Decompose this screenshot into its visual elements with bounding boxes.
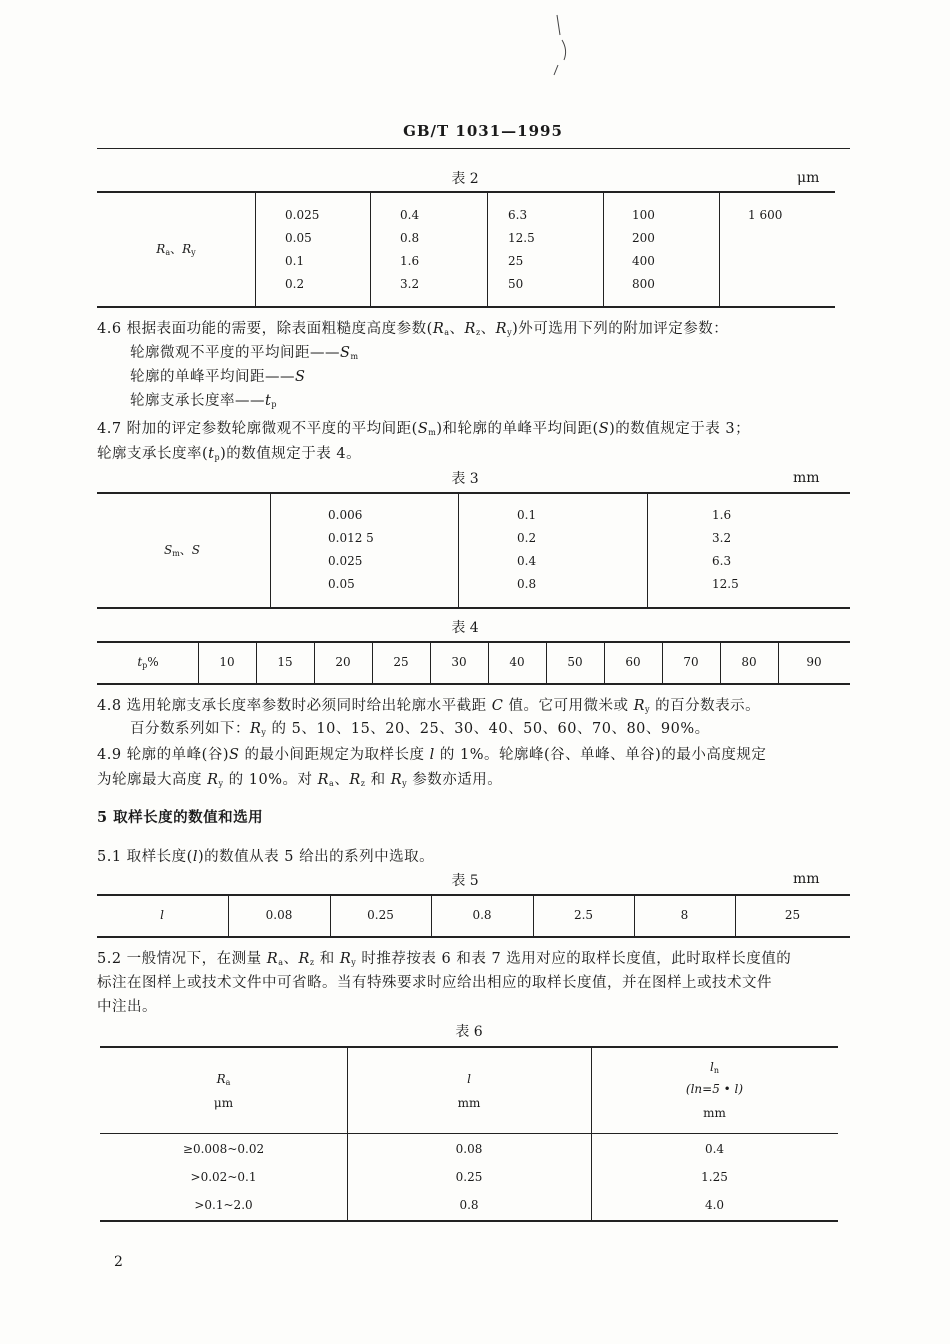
separator: 、 [170, 242, 183, 256]
separator: 、 [179, 543, 192, 557]
paragraph-p46c [130, 389, 277, 410]
text-run: 4.7 附加的评定参数轮廓微观不平度的平均间距( [97, 421, 418, 437]
subscript: a [329, 779, 335, 788]
symbol: S [191, 543, 201, 557]
table6-header-rule [100, 1133, 838, 1134]
symbol: R [250, 721, 262, 737]
table4-cell: 60 [625, 655, 641, 669]
symbol: t [208, 446, 215, 462]
table6-header-symbol [467, 1072, 471, 1086]
column-divider [431, 895, 432, 936]
column-divider [634, 895, 635, 936]
text-run: )和轮廓的单峰平均间距( [436, 421, 599, 437]
paragraph-p46 [97, 317, 728, 338]
text-run: 的最小间距规定为取样长度 [239, 747, 430, 763]
table4-cell: 50 [567, 655, 583, 669]
text-run: 中注出。 [97, 999, 157, 1015]
table4-cell: 70 [683, 655, 699, 669]
text-run: 时推荐按表 6 和表 7 选用对应的取样长度值，此时取样长度值的 [356, 951, 792, 967]
text-run: 的 1%。轮廓峰(谷、单峰、单谷)的最小高度规定 [434, 747, 767, 763]
table5-caption: 表 5 [451, 873, 479, 889]
symbol: R [349, 772, 361, 788]
subscript: m [350, 352, 359, 361]
separator: % [147, 655, 159, 669]
subscript: n [713, 1066, 719, 1075]
column-divider [603, 192, 604, 307]
text-run: 4.9 轮廓的单峰(谷) [97, 747, 229, 763]
paragraph-p46a [130, 341, 359, 362]
table2-caption: 表 2 [451, 171, 479, 187]
column-divider [735, 895, 736, 936]
table2-top-rule [97, 191, 835, 193]
header-rule [97, 148, 850, 149]
paragraph-p46b [130, 365, 305, 386]
symbol: R [266, 951, 279, 967]
text-run: 4.6 根据表面功能的需要，除表面粗糙度高度参数( [97, 321, 433, 337]
subscript: y [507, 328, 513, 337]
table2-unit: μm [797, 170, 820, 186]
table2-bottom-rule [97, 306, 835, 308]
table5-cell: 0.08 [265, 908, 293, 922]
table3-cell: 0.2 [517, 531, 537, 545]
symbol: S [228, 747, 240, 763]
table4-cell: 30 [451, 655, 467, 669]
symbol: l [710, 1060, 714, 1074]
table2-cell: 400 [632, 254, 655, 268]
symbol: R [207, 772, 219, 788]
symbol: R [495, 321, 508, 337]
table3-bottom-rule [97, 607, 850, 609]
text-run: 为轮廓最大高度 [97, 772, 208, 788]
column-divider [256, 642, 257, 683]
text-run: 轮廓的单峰平均间距—— [130, 369, 295, 385]
text-run: 5 取样长度的数值和选用 [97, 809, 264, 826]
table6-cell: 4.0 [704, 1198, 725, 1212]
column-divider [647, 493, 648, 607]
table6-header-unit: mm [703, 1106, 726, 1120]
text-run: )的数值从表 5 给出的系列中选取。 [197, 849, 435, 865]
text-run: 轮廓支承长度率( [97, 446, 209, 462]
symbol: S [295, 369, 306, 385]
table2-cell: 800 [632, 277, 655, 291]
table6-cell: >0.1~2.0 [194, 1198, 253, 1212]
subscript: m [428, 428, 437, 437]
symbol: t [265, 393, 272, 409]
text-run: 4.8 选用轮廓支承长度率参数时必须同时给出轮廓水平截距 [97, 698, 492, 714]
subscript: z [475, 328, 481, 337]
text-run: )外可选用下列的附加评定参数： [512, 321, 729, 337]
subscript: a [165, 248, 171, 257]
table6-header-symbol [710, 1060, 719, 1075]
table3-unit: mm [793, 470, 820, 486]
table5-row-label: l [160, 908, 164, 922]
table5-unit: mm [793, 871, 820, 887]
table2-cell: 1.6 [400, 254, 420, 268]
column-divider [370, 192, 371, 307]
subscript: a [444, 328, 450, 337]
subscript: y [645, 705, 651, 714]
table5-cell: 8 [680, 908, 689, 922]
subscript: z [309, 958, 315, 967]
table2-cell: 0.05 [285, 231, 312, 245]
table6-cell: 0.4 [704, 1142, 725, 1156]
table3-cell: 0.006 [328, 508, 363, 522]
subscript: y [261, 728, 267, 737]
text-run: 5.1 取样长度( [97, 849, 193, 865]
column-divider [255, 192, 256, 307]
table2-cell: 0.4 [400, 208, 420, 222]
table4-top-rule [97, 641, 850, 643]
table3-row-label [164, 541, 200, 558]
subscript: m [172, 549, 180, 558]
table2-cell: 0.8 [400, 231, 420, 245]
table3-cell: 6.3 [712, 554, 732, 568]
table6-header-unit: mm [457, 1096, 481, 1110]
text-run: )的数值规定于表 3； [609, 421, 751, 437]
table4-cell: 15 [277, 655, 293, 669]
page-number: 2 [114, 1254, 123, 1270]
column-divider [778, 642, 779, 683]
column-divider [330, 895, 331, 936]
pen-mark [540, 10, 580, 80]
table2-cell: 3.2 [400, 277, 420, 291]
table5-bottom-rule [97, 936, 850, 938]
paragraph-p48a [97, 694, 760, 715]
table6-header-unit: μm [213, 1096, 234, 1110]
table2-cell: 6.3 [508, 208, 528, 222]
paragraph-p52b [97, 971, 772, 992]
table2-cell: 100 [632, 208, 655, 222]
symbol: S [598, 421, 610, 437]
subscript: a [278, 958, 284, 967]
table6-cell: 1.25 [701, 1170, 728, 1184]
table2-cell: 0.025 [285, 208, 320, 222]
table6-cell: 0.25 [455, 1170, 483, 1184]
symbol: l [429, 747, 435, 763]
text-run: 的 10%。对 [223, 772, 318, 788]
symbol: R [298, 951, 310, 967]
table5-cell: 0.25 [367, 908, 394, 922]
table4-caption: 表 4 [451, 620, 479, 636]
table3-cell: 0.012 5 [328, 531, 374, 545]
column-divider [533, 895, 534, 936]
table3-top-rule [97, 492, 850, 494]
paragraph-p51 [97, 845, 434, 866]
paragraph-p47a [97, 417, 750, 438]
table6-caption: 表 6 [455, 1024, 483, 1040]
table3-cell: 0.8 [517, 577, 537, 591]
subscript: a [225, 1078, 231, 1087]
symbol: S [417, 421, 429, 437]
paragraph-p48b [130, 717, 710, 738]
text-run: 、 [283, 951, 299, 967]
symbol: R [464, 321, 476, 337]
subscript: p [214, 453, 221, 462]
symbol: R [339, 951, 352, 967]
symbol: C [491, 698, 504, 714]
table3-cell: 3.2 [712, 531, 732, 545]
column-divider [720, 642, 721, 683]
table2-cell: 0.2 [285, 277, 305, 291]
table4-cell: 20 [335, 655, 351, 669]
table3-cell: 1.6 [712, 508, 732, 522]
table2-cell: 1 600 [748, 208, 783, 222]
symbol: l [467, 1072, 471, 1086]
table6-header-symbol [217, 1072, 231, 1087]
subscript: y [351, 958, 357, 967]
paragraph-p49b [97, 768, 502, 789]
text-run: 、 [449, 321, 465, 337]
symbol: R [156, 242, 166, 256]
paragraph-p49a [97, 743, 766, 764]
text-run: 、 [334, 772, 350, 788]
symbol: l [192, 849, 198, 865]
column-divider [228, 895, 229, 936]
subscript: p [142, 661, 148, 670]
table3-cell: 0.025 [328, 554, 363, 568]
paragraph-p47b [97, 442, 361, 463]
table3-cell: 0.05 [328, 577, 355, 591]
text-run: 百分数系列如下： [130, 721, 250, 737]
table5-top-rule [97, 894, 850, 896]
table3-cell: 0.1 [517, 508, 537, 522]
text-run: 标注在图样上或技术文件中可省略。当有特殊要求时应给出相应的取样长度值，并在图样上或技术文件 [97, 975, 772, 991]
subscript: y [402, 779, 408, 788]
column-divider [372, 642, 373, 683]
table5-cell: 0.8 [472, 908, 492, 922]
column-divider [430, 642, 431, 683]
column-divider [347, 1047, 348, 1220]
column-divider [487, 192, 488, 307]
table2-cell: 50 [508, 277, 524, 291]
table2-row-label [156, 240, 195, 257]
column-divider [662, 642, 663, 683]
table6-bottom-rule [100, 1220, 838, 1222]
table6-cell: >0.02~0.1 [190, 1170, 257, 1184]
text-run: 的 5、10、15、20、25、30、40、50、60、70、80、90%。 [266, 721, 710, 737]
column-divider [198, 642, 199, 683]
table2-cell: 25 [508, 254, 524, 268]
table4-bottom-rule [97, 683, 850, 685]
column-divider [719, 192, 720, 307]
column-divider [604, 642, 605, 683]
symbol: R [432, 321, 445, 337]
paragraph-p52a [97, 947, 791, 968]
table5-cell: 2.5 [573, 908, 594, 922]
text-run: 、 [480, 321, 496, 337]
table4-cell: 25 [393, 655, 409, 669]
text-run: 值。它可用微米或 [503, 698, 634, 714]
column-divider [591, 1047, 592, 1220]
symbol: S [163, 543, 173, 557]
column-divider [270, 493, 271, 607]
subscript: y [218, 779, 224, 788]
table2-cell: 0.1 [285, 254, 305, 268]
text-run: 轮廓支承长度率—— [130, 393, 265, 409]
symbol: R [216, 1072, 226, 1086]
subscript: p [271, 400, 277, 409]
text-run: 参数亦适用。 [407, 772, 503, 788]
paragraph-p52c [97, 995, 157, 1016]
subscript: y [191, 248, 196, 257]
symbol: S [340, 345, 351, 361]
subscript: z [360, 779, 366, 788]
symbol: R [633, 698, 646, 714]
table4-cell: 80 [741, 655, 757, 669]
symbol: R [182, 242, 192, 256]
table4-cell: 10 [219, 655, 235, 669]
table4-cell: 90 [806, 655, 822, 669]
column-divider [488, 642, 489, 683]
text-run: 和 [365, 772, 391, 788]
table3-caption: 表 3 [451, 471, 479, 487]
symbol: R [317, 772, 330, 788]
table6-cell: 0.08 [455, 1142, 483, 1156]
table4-cell: 40 [509, 655, 525, 669]
table6-cell: ≥0.008~0.02 [182, 1142, 265, 1156]
text-run: )的数值规定于表 4。 [220, 446, 362, 462]
table6-cell: 0.8 [459, 1198, 479, 1212]
table2-cell: 200 [632, 231, 655, 245]
column-divider [314, 642, 315, 683]
table2-cell: 12.5 [508, 231, 535, 245]
document-header-title: GB/T 1031—1995 [403, 122, 563, 140]
table5-cell: 25 [784, 908, 801, 922]
table3-cell: 12.5 [712, 577, 739, 591]
table6-top-rule [100, 1046, 838, 1048]
paragraph-s5 [97, 806, 263, 827]
text-run: 和 [314, 951, 340, 967]
text-run: 轮廓微观不平度的平均间距—— [130, 345, 340, 361]
column-divider [458, 493, 459, 607]
table4-row-label [137, 655, 158, 670]
column-divider [546, 642, 547, 683]
text-run: 的百分数表示。 [650, 698, 761, 714]
symbol: R [390, 772, 403, 788]
table3-cell: 0.4 [517, 554, 537, 568]
table6-header-formula: (ln=5 • l) [685, 1082, 744, 1096]
text-run: 5.2 一般情况下，在测量 [97, 951, 267, 967]
symbol: t [137, 655, 143, 669]
